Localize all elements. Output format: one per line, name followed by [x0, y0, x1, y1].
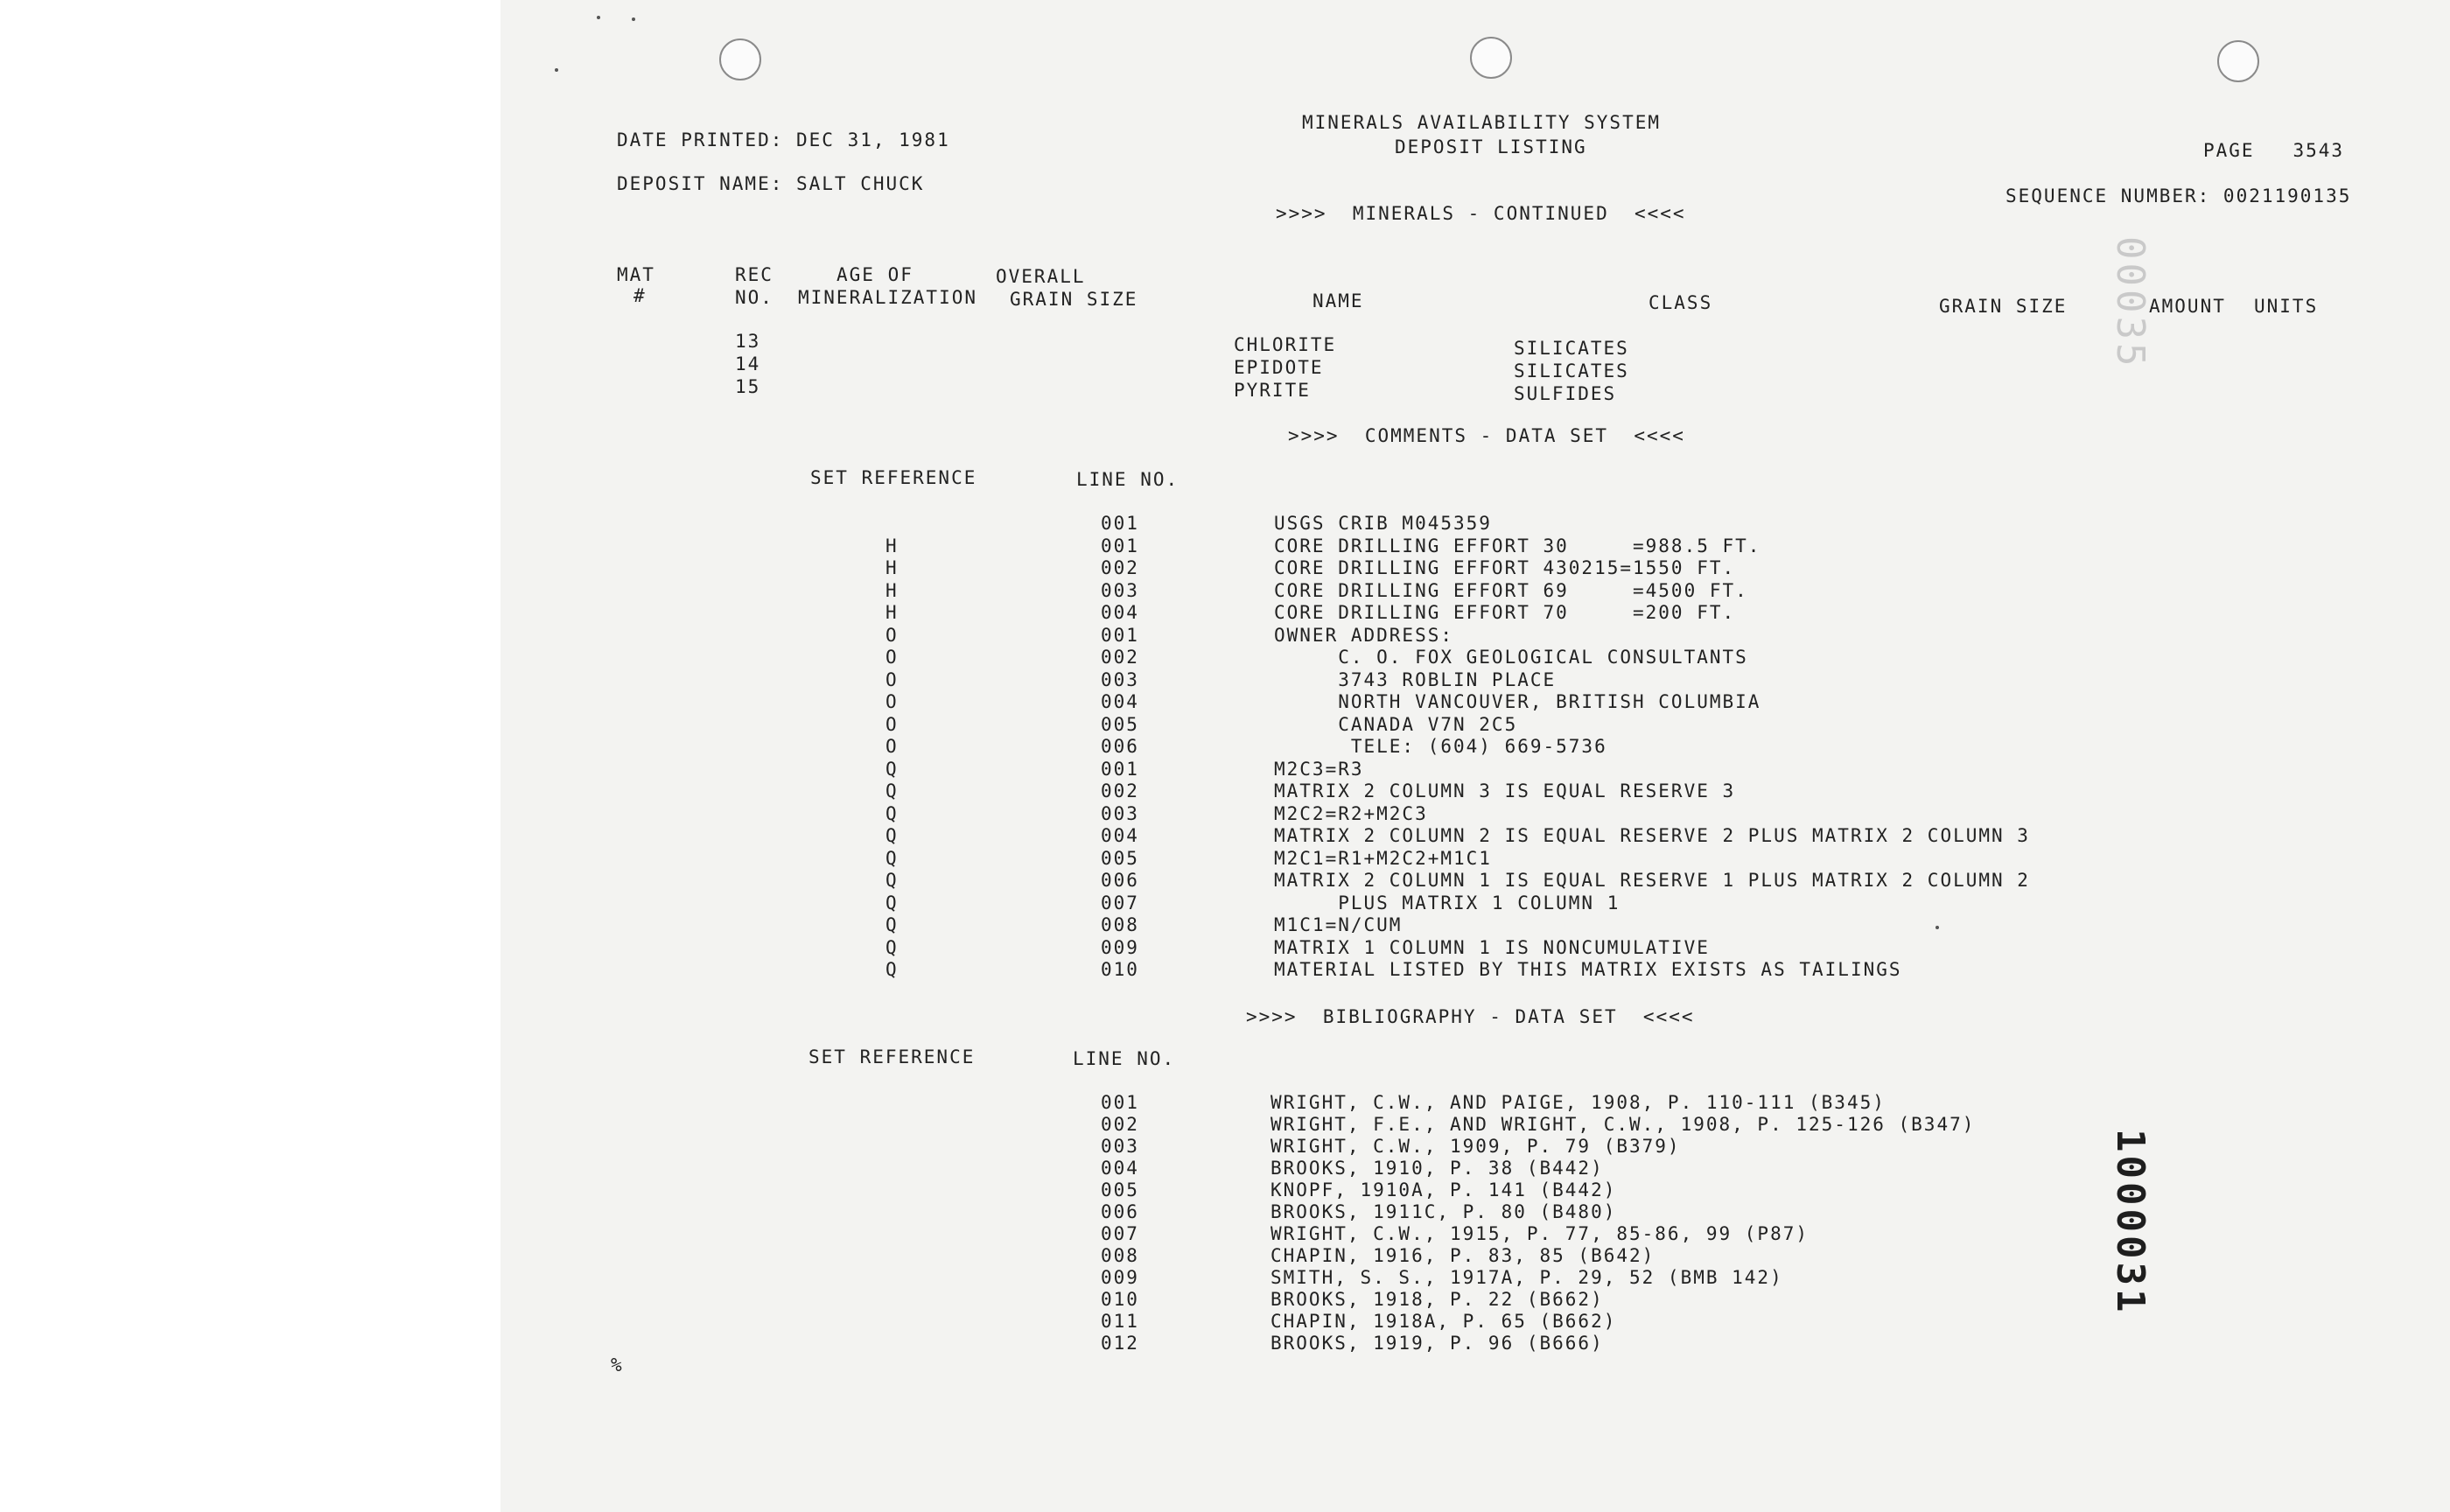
comment-set-reference: O	[886, 669, 899, 690]
comment-text: USGS CRIB M045359	[1274, 513, 1492, 534]
comment-text: CORE DRILLING EFFORT 70 =200 FT.	[1274, 602, 1736, 623]
col-header-units: UNITS	[2254, 296, 2319, 317]
comment-text: NORTH VANCOUVER, BRITISH COLUMBIA	[1274, 691, 1761, 712]
punch-hole-left	[719, 38, 761, 80]
bibliography-text: KNOPF, 1910A, P. 141 (B442)	[1270, 1180, 1617, 1200]
bibliography-line-no: 002	[1101, 1114, 1139, 1135]
comment-line-no: 009	[1101, 937, 1139, 958]
bibliography-line-no: 001	[1101, 1092, 1139, 1113]
comment-line-no: 004	[1101, 691, 1139, 712]
bibliography-line-no: 006	[1101, 1201, 1139, 1222]
comment-line-no: 006	[1101, 870, 1139, 891]
bibliography-text: WRIGHT, C.W., 1909, P. 79 (B379)	[1270, 1136, 1681, 1157]
comment-text: C. O. FOX GEOLOGICAL CONSULTANTS	[1274, 647, 1748, 668]
comment-set-reference: Q	[886, 914, 899, 935]
film-stamp-number: 1000031	[2108, 1129, 2152, 1316]
comment-line-no: 005	[1101, 714, 1139, 735]
comment-line-no: 003	[1101, 669, 1139, 690]
punch-hole-center	[1470, 37, 1512, 79]
bibliography-text: BROOKS, 1918, P. 22 (B662)	[1270, 1289, 1604, 1310]
comment-text: MATRIX 2 COLUMN 3 IS EQUAL RESERVE 3	[1274, 780, 1736, 802]
comment-set-reference: O	[886, 736, 899, 757]
mineral-name: PYRITE	[1234, 380, 1311, 401]
comment-line-no: 008	[1101, 914, 1139, 935]
comments-section-title: >>>> COMMENTS - DATA SET <<<<	[1288, 425, 1685, 446]
bibliography-section-title: >>>> BIBLIOGRAPHY - DATA SET <<<<	[1246, 1006, 1695, 1027]
mineral-name: EPIDOTE	[1234, 357, 1324, 378]
comment-text: M2C3=R3	[1274, 759, 1364, 780]
col-header-mat-hash: #	[634, 285, 647, 306]
scan-speck	[632, 18, 635, 21]
comment-text: PLUS MATRIX 1 COLUMN 1	[1274, 892, 1620, 914]
bibliography-text: SMITH, S. S., 1917A, P. 29, 52 (BMB 142)	[1270, 1267, 1783, 1288]
col-header-grain-size-2: GRAIN SIZE	[1939, 296, 2068, 317]
mineral-rec: 14	[735, 354, 761, 374]
faint-stamp-number: 00035	[2108, 236, 2152, 370]
bibliography-line-no: 011	[1101, 1311, 1139, 1332]
bibliography-line-no: 005	[1101, 1180, 1139, 1200]
col-header-mat: MAT	[617, 264, 655, 285]
comment-set-reference: H	[886, 557, 899, 578]
bibliography-line-no: 012	[1101, 1333, 1139, 1354]
scan-speck	[1936, 926, 1939, 929]
comment-text: TELE: (604) 669-5736	[1274, 736, 1607, 757]
page-number: PAGE 3543	[2203, 140, 2345, 161]
comment-text: CORE DRILLING EFFORT 30 =988.5 FT.	[1274, 536, 1761, 556]
col-header-amount: AMOUNT	[2149, 296, 2226, 317]
comment-set-reference: O	[886, 625, 899, 646]
comment-set-reference: Q	[886, 803, 899, 824]
deposit-name: DEPOSIT NAME: SALT CHUCK	[617, 173, 925, 194]
listing-title: DEPOSIT LISTING	[1395, 136, 1587, 158]
bibliography-line-no: 004	[1101, 1158, 1139, 1179]
comment-text: CANADA V7N 2C5	[1274, 714, 1518, 735]
mineral-class: SILICATES	[1514, 360, 1629, 382]
bibliography-text: BROOKS, 1911C, P. 80 (B480)	[1270, 1201, 1617, 1222]
mineral-rec: 13	[735, 331, 761, 352]
comment-line-no: 003	[1101, 580, 1139, 601]
mineral-class: SILICATES	[1514, 338, 1629, 359]
bibliography-text: CHAPIN, 1916, P. 83, 85 (B642)	[1270, 1245, 1656, 1266]
col-header-class: CLASS	[1648, 292, 1713, 313]
col-header-name: NAME	[1312, 290, 1364, 312]
percent-mark: %	[611, 1354, 624, 1376]
col-header-rec-no: NO.	[735, 287, 774, 308]
comment-text: MATRIX 2 COLUMN 1 IS EQUAL RESERVE 1 PLUS MATRIX 2 COLUMN 2	[1274, 870, 2030, 891]
comment-line-no: 010	[1101, 959, 1139, 980]
col-header-grain-size: GRAIN SIZE	[1010, 289, 1138, 310]
comment-set-reference: H	[886, 602, 899, 623]
comment-line-no: 003	[1101, 803, 1139, 824]
bibliography-line-no: 010	[1101, 1289, 1139, 1310]
comment-text: CORE DRILLING EFFORT 69 =4500 FT.	[1274, 580, 1748, 601]
bibliography-header-set-reference: SET REFERENCE	[808, 1046, 976, 1068]
col-header-overall: OVERALL	[996, 266, 1086, 287]
comment-line-no: 002	[1101, 557, 1139, 578]
bibliography-header-line-no: LINE NO.	[1073, 1048, 1176, 1069]
comment-line-no: 006	[1101, 736, 1139, 757]
comment-set-reference: Q	[886, 959, 899, 980]
comment-text: M1C1=N/CUM	[1274, 914, 1403, 935]
minerals-section-title: >>>> MINERALS - CONTINUED <<<<	[1276, 203, 1686, 224]
bibliography-text: WRIGHT, C.W., AND PAIGE, 1908, P. 110-111 (B345)	[1270, 1092, 1886, 1113]
bibliography-text: WRIGHT, F.E., AND WRIGHT, C.W., 1908, P. 125-126 (B347)	[1270, 1114, 1976, 1135]
system-title: MINERALS AVAILABILITY SYSTEM	[1302, 112, 1662, 133]
bibliography-line-no: 008	[1101, 1245, 1139, 1266]
comment-line-no: 007	[1101, 892, 1139, 914]
comment-line-no: 002	[1101, 647, 1139, 668]
comment-line-no: 005	[1101, 848, 1139, 869]
comment-set-reference: Q	[886, 848, 899, 869]
comment-set-reference: Q	[886, 825, 899, 846]
comment-set-reference: Q	[886, 759, 899, 780]
comment-text: M2C2=R2+M2C3	[1274, 803, 1428, 824]
comment-text: M2C1=R1+M2C2+M1C1	[1274, 848, 1492, 869]
comment-set-reference: Q	[886, 892, 899, 914]
comment-text: CORE DRILLING EFFORT 430215=1550 FT.	[1274, 557, 1736, 578]
comment-line-no: 004	[1101, 602, 1139, 623]
bibliography-line-no: 007	[1101, 1223, 1139, 1244]
comments-header-line-no: LINE NO.	[1076, 469, 1180, 490]
comment-line-no: 002	[1101, 780, 1139, 802]
comment-line-no: 001	[1101, 536, 1139, 556]
comments-header-set-reference: SET REFERENCE	[810, 467, 977, 488]
comment-text: 3743 ROBLIN PLACE	[1274, 669, 1557, 690]
date-printed: DATE PRINTED: DEC 31, 1981	[617, 130, 950, 150]
mineral-rec: 15	[735, 376, 761, 397]
comment-set-reference: O	[886, 647, 899, 668]
comment-set-reference: Q	[886, 937, 899, 958]
col-header-mineralization: MINERALIZATION	[798, 287, 978, 308]
comment-line-no: 001	[1101, 625, 1139, 646]
bibliography-text: WRIGHT, C.W., 1915, P. 77, 85-86, 99 (P87)	[1270, 1223, 1810, 1244]
bibliography-line-no: 003	[1101, 1136, 1139, 1157]
col-header-rec: REC	[735, 264, 774, 285]
comment-text: MATRIX 2 COLUMN 2 IS EQUAL RESERVE 2 PLUS MATRIX 2 COLUMN 3	[1274, 825, 2030, 846]
comment-line-no: 004	[1101, 825, 1139, 846]
comment-line-no: 001	[1101, 513, 1139, 534]
bibliography-line-no: 009	[1101, 1267, 1139, 1288]
mineral-class: SULFIDES	[1514, 383, 1617, 404]
scan-speck	[597, 16, 600, 19]
comment-text: MATRIX 1 COLUMN 1 IS NONCUMULATIVE	[1274, 937, 1710, 958]
comment-text: OWNER ADDRESS:	[1274, 625, 1454, 646]
comment-set-reference: Q	[886, 870, 899, 891]
mineral-name: CHLORITE	[1234, 334, 1337, 355]
bibliography-text: BROOKS, 1919, P. 96 (B666)	[1270, 1333, 1604, 1354]
col-header-age-of: AGE OF	[836, 264, 914, 285]
comment-line-no: 001	[1101, 759, 1139, 780]
comment-set-reference: Q	[886, 780, 899, 802]
bibliography-text: CHAPIN, 1918A, P. 65 (B662)	[1270, 1311, 1617, 1332]
document-page	[500, 0, 2450, 1512]
sequence-number: SEQUENCE NUMBER: 0021190135	[2006, 186, 2352, 206]
comment-set-reference: H	[886, 580, 899, 601]
comment-text: MATERIAL LISTED BY THIS MATRIX EXISTS AS TAILINGS	[1274, 959, 1902, 980]
comment-set-reference: H	[886, 536, 899, 556]
punch-hole-right	[2217, 40, 2259, 82]
comment-set-reference: O	[886, 691, 899, 712]
comment-set-reference: O	[886, 714, 899, 735]
scan-speck	[555, 68, 558, 72]
bibliography-text: BROOKS, 1910, P. 38 (B442)	[1270, 1158, 1604, 1179]
